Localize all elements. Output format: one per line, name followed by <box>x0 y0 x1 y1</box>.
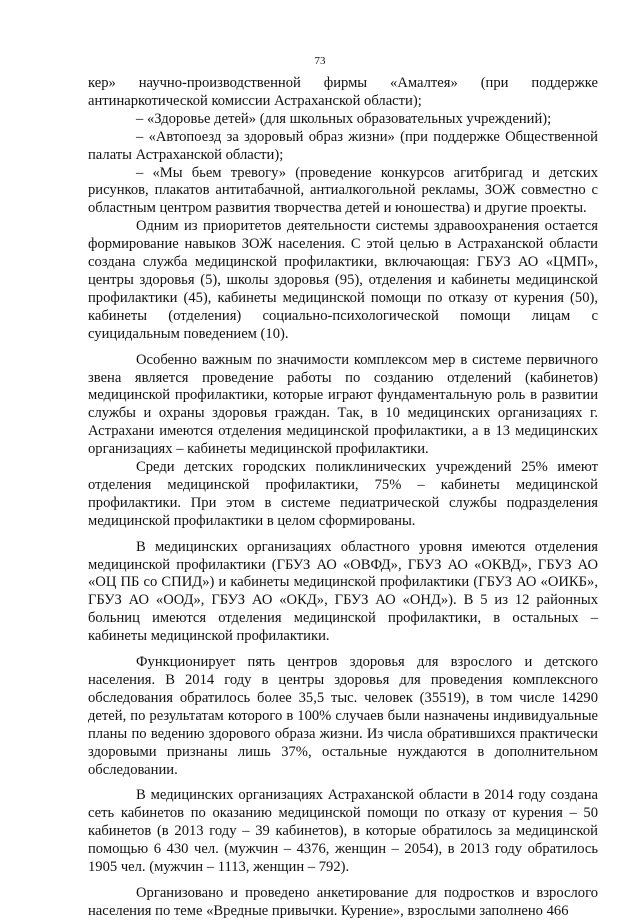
paragraph: – «Здоровье детей» (для школьных образовательных учреждений); <box>136 110 552 127</box>
paragraph: В медицинских организациях Астраханской области в 2014 году создана сеть кабинетов по оказанию медицинской помощи по отказу от курения – 50 кабинетов (в 2013 году – 39 кабинетов), в которые обратилось за медицинской помощью 6 430 чел. (мужчин – 4376, женщин – 2054), в 2013 году обратилось 1905 чел. (мужчин – 1113, женщин – 792). <box>88 787 598 876</box>
page-number: 73 <box>314 55 326 67</box>
paragraph: Среди детских городских поликлинических учреждений 25% имеют отделения медицинской профилактики, 75% – кабинеты медицинской профилактики. При этом в системе педиатрической службы подразделения медицинской профилактики в целом сформированы. <box>88 459 598 529</box>
paragraph: В медицинских организациях областного уровня имеются отделения медицинской профилактики (ГБУЗ АО «ОВФД», ГБУЗ АО «ОКВД», ГБУЗ АО «ОЦ ПБ со СПИД») и кабинеты медицинской профилактики (ГБУЗ АО «ОИКБ», ГБУЗ АО «ООД», ГБУЗ АО «ОКД», ГБУЗ АО «ОНД»). В 5 из 12 районных больниц имеются отделения медицинской профилактики, в остальных – кабинеты медицинской профилактики. <box>88 538 598 645</box>
body-text <box>88 75 598 921</box>
paragraph: – «Мы бьем тревогу» (проведение конкурсов агитбригад и детских рисунков, плакатов антитабачной, антиалкогольной рекламы, ЗОЖ совместно с областным центром развития творчества детей и юношества) и другие проекты. <box>88 164 598 217</box>
paragraph: Особенно важным по значимости комплексом мер в системе первичного звена является проведение работы по созданию отделений (кабинетов) медицинской профилактики, которые играют фундаментальную роль в развитии службы и охраны здоровья граждан. Так, в 10 медицинских организациях г. Астрахани имеются отделения медицинской профилактики, а в 13 медицинских организациях – кабинеты медицинской профилактики. <box>88 351 598 458</box>
paragraph: – «Автопоезд за здоровый образ жизни» (при поддержке Общественной палаты Астраханской области); <box>88 128 598 163</box>
paragraph: Функционирует пять центров здоровья для взрослого и детского населения. В 2014 году в центры здоровья для проведения комплексного обследования обратилось более 35,5 тыс. человек (35519), в том числе 14290 детей, по результатам которого в 100% случаев были назначены индивидуальные планы по ведению здорового образа жизни. Из числа обратившихся практически здоровыми признаны лишь 37%, остальные нуждаются в дополнительном обследовании. <box>88 654 598 778</box>
paragraph: кер» научно-производственной фирмы «Амалтея» (при поддержке антинаркотической комиссии Астраханской области); <box>88 75 598 109</box>
paragraph: Одним из приоритетов деятельности системы здравоохранения остается формирование навыков ЗОЖ населения. С этой целью в Астраханской области создана служба медицинской профилактики, включающая: ГБУЗ АО «ЦМП», центры здоровья (5), школы здоровья (95), отделения и кабинеты медицинской профилактики (45), кабинеты медицинской помощи по отказу от курения (50), кабинеты (отделения) социально-психологической помощи лицам с суицидальным поведением (10). <box>88 218 598 342</box>
paragraph: Организовано и проведено анкетирование для подростков и взрослого населения по теме «Вредные привычки. Курение», взрослыми заполнено 466 <box>88 884 598 919</box>
